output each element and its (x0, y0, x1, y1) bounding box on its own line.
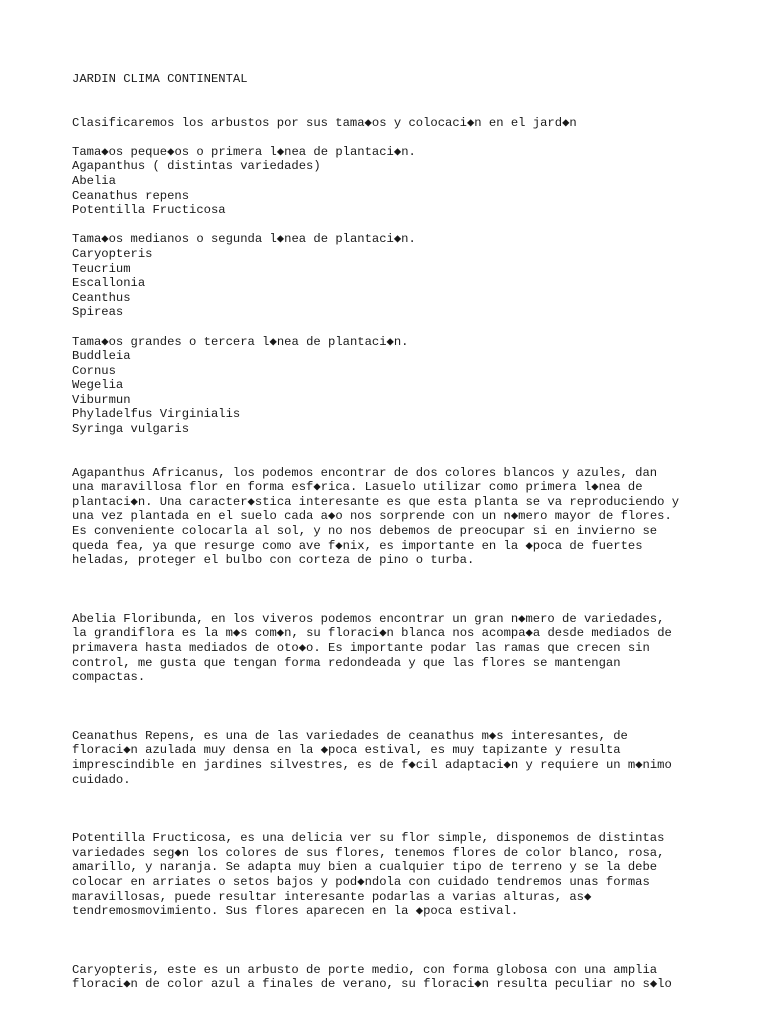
group-item: Agapanthus ( distintas variedades) (72, 159, 321, 174)
paragraph-potentilla (72, 831, 696, 919)
paragraph-line: variedades seg◆n los colores de sus flores, tenemos flores de color blanco, rosa, (72, 845, 665, 860)
group-item: Potentilla Fructicosa (72, 203, 226, 218)
document-title: JARDIN CLIMA CONTINENTAL (72, 72, 248, 86)
group-item: Ceanthus (72, 290, 131, 305)
paragraph-line: Abelia Floribunda, en los viveros podemos encontrar un gran n◆mero de variedades, (72, 611, 665, 626)
group-item: Cornus (72, 363, 116, 378)
group-medium (72, 232, 696, 320)
paragraph-line: cuidado. (72, 772, 131, 787)
plant-descriptions (72, 466, 696, 992)
group-item: Caryopteris (72, 246, 153, 261)
paragraph-ceanathus (72, 729, 696, 787)
group-small (72, 145, 696, 218)
plant-groups (72, 145, 696, 437)
paragraph-line: una vez plantada en el suelo cada a◆o nos sorprende con un n◆mero mayor de flores. (72, 509, 672, 524)
group-item: Buddleia (72, 349, 131, 364)
group-item: Syringa vulgaris (72, 422, 190, 437)
paragraph-line: control, me gusta que tengan forma redondeada y que las flores se mantengan (72, 655, 621, 670)
paragraph-line: compactas. (72, 670, 146, 685)
paragraph-line: una maravillosa flor en forma esf◆rica. Lasuelo utilizar como primera l◆nea de (72, 480, 643, 495)
group-heading: Tama◆os medianos o segunda l◆nea de plantaci◆n. (72, 232, 416, 247)
group-item: Spireas (72, 305, 124, 320)
group-item: Teucrium (72, 261, 131, 276)
paragraph-line: tendremosmovimiento. Sus flores aparecen en la ◆poca estival. (72, 904, 519, 919)
intro-line: Clasificaremos los arbustos por sus tama◆os y colocaci◆n en el jard◆n (72, 115, 577, 130)
paragraph-line: Ceanathus Repens, es una de las variedades de ceanathus m◆s interesantes, de (72, 728, 628, 743)
paragraph-line: maravillosas, puede resultar interesante podarlas a varias alturas, as◆ (72, 889, 592, 904)
group-item: Escallonia (72, 276, 146, 291)
group-item: Wegelia (72, 378, 124, 393)
paragraph-agapanthus (72, 466, 696, 568)
paragraph-line: primavera hasta mediados de oto◆o. Es importante podar las ramas que crecen sin (72, 641, 650, 655)
paragraph-line: Potentilla Fructicosa, es una delicia ver su flor simple, disponemos de distintas (72, 831, 665, 846)
paragraph-caryopteris (72, 963, 696, 992)
paragraph-line: plantaci◆n. Una caracter◆stica interesante es que esta planta se va reproduciendo y (72, 494, 680, 509)
paragraph-abelia (72, 612, 696, 685)
group-item: Abelia (72, 173, 116, 188)
paragraph-line: Agapanthus Africanus, los podemos encontrar de dos colores blancos y azules, dan (72, 465, 658, 480)
group-item: Phyladelfus Virginialis (72, 407, 241, 422)
group-item: Viburmun (72, 392, 131, 407)
paragraph-line: amarillo, y naranja. Se adapta muy bien a cualquier tipo de terreno y se la debe (72, 860, 658, 875)
paragraph-line: floraci◆n de color azul a finales de verano, su floraci◆n resulta peculiar no s◆lo (72, 977, 672, 992)
paragraph-line: Es conveniente colocarla al sol, y no nos debemos de preocupar si en invierno se (72, 524, 658, 539)
paragraph-line: floraci◆n azulada muy densa en la ◆poca estival, es muy tapizante y resulta (72, 743, 621, 758)
paragraph-line: queda fea, ya que resurge como ave f◆nix, es importante en la ◆poca de fuertes (72, 538, 643, 553)
paragraph-line: heladas, proteger el bulbo con corteza de pino o turba. (72, 553, 475, 568)
paragraph-line: la grandiflora es la m◆s com◆n, su floraci◆n blanca nos acompa◆a desde mediados de (72, 626, 672, 641)
paragraph-line: imprescindible en jardines silvestres, es de f◆cil adaptaci◆n y requiere un m◆nimo (72, 757, 672, 772)
group-heading: Tama◆os peque◆os o primera l◆nea de plantaci◆n. (72, 144, 416, 159)
group-heading: Tama◆os grandes o tercera l◆nea de plantaci◆n. (72, 334, 409, 349)
group-item: Ceanathus repens (72, 188, 190, 203)
paragraph-line: Caryopteris, este es un arbusto de porte medio, con forma globosa con una amplia (72, 962, 658, 977)
paragraph-line: colocar en arriates o setos bajos y pod◆ndola con cuidado tendremos unas formas (72, 874, 650, 889)
group-large (72, 335, 696, 437)
